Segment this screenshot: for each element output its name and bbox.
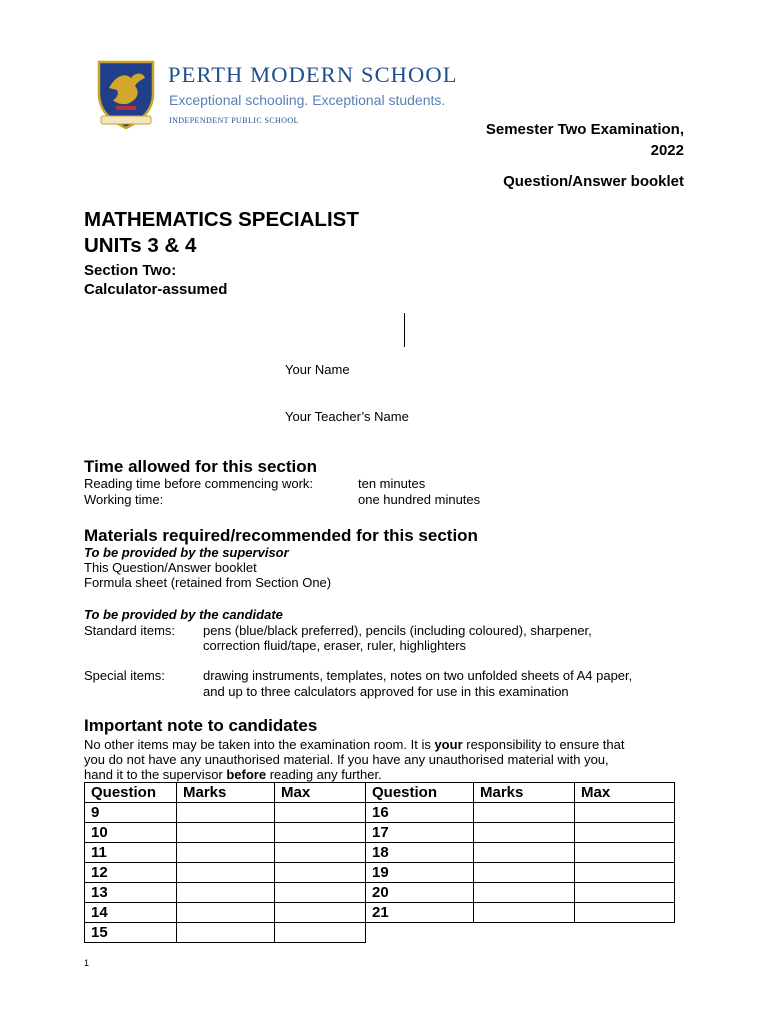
school-motto: Exceptional schooling. Exceptional students. <box>169 92 446 108</box>
standard-items-text: pens (blue/black preferred), pencils (including coloured), sharpener, <box>203 623 592 638</box>
marks-cell[interactable] <box>177 823 275 843</box>
note-heading: Important note to candidates <box>84 716 318 735</box>
working-time-value: one hundred minutes <box>358 492 481 507</box>
section-title-line1: Section Two: <box>84 262 177 279</box>
note-emphasis: your <box>434 737 463 752</box>
column-header: Question <box>366 783 474 803</box>
question-number: 13 <box>85 883 177 903</box>
supervisor-item: Formula sheet (retained from Section One) <box>84 575 332 590</box>
question-number: 16 <box>366 803 474 823</box>
note-emphasis: before <box>226 767 267 782</box>
supervisor-heading: To be provided by the supervisor <box>84 545 289 560</box>
supervisor-item: This Question/Answer booklet <box>84 560 257 575</box>
marks-cell[interactable] <box>474 883 575 903</box>
marks-cell[interactable] <box>474 823 575 843</box>
special-items-text: drawing instruments, templates, notes on two unfolded sheets of A4 paper, <box>203 668 633 683</box>
marks-cell[interactable] <box>177 923 275 943</box>
subject-title-line1: MATHEMATICS SPECIALIST <box>84 208 359 231</box>
max-cell <box>575 803 675 823</box>
max-cell <box>275 843 366 863</box>
max-cell <box>575 883 675 903</box>
special-items-label: Special items: <box>84 668 165 683</box>
note-text: reading any further. <box>266 767 382 782</box>
column-header: Max <box>275 783 366 803</box>
max-cell <box>575 903 675 923</box>
materials-heading: Materials required/recommended for this section <box>84 526 478 545</box>
question-number: 20 <box>366 883 474 903</box>
teacher-name-label: Your Teacher’s Name <box>285 409 409 424</box>
exam-title <box>384 119 684 161</box>
subject-title <box>84 207 359 259</box>
max-cell <box>275 863 366 883</box>
candidate-heading: To be provided by the candidate <box>84 607 283 622</box>
column-header: Marks <box>474 783 575 803</box>
note-text: No other items may be taken into the examination room. It is <box>84 737 435 752</box>
standard-items-label: Standard items: <box>84 623 176 638</box>
question-number: 21 <box>366 903 474 923</box>
table-header-row <box>85 783 675 803</box>
table-row <box>85 823 675 843</box>
question-number: 19 <box>366 863 474 883</box>
column-header: Question <box>85 783 177 803</box>
subject-title-line2: UNITs 3 & 4 <box>84 234 197 257</box>
your-name-label: Your Name <box>285 362 350 377</box>
empty-cell <box>366 923 474 943</box>
max-cell <box>575 863 675 883</box>
max-cell <box>575 843 675 863</box>
school-name: PERTH MODERN SCHOOL <box>168 62 458 87</box>
question-number: 9 <box>85 803 177 823</box>
working-time-label: Working time: <box>84 492 164 507</box>
page-number: 1 <box>84 958 90 968</box>
section-title-line2: Calculator-assumed <box>84 281 228 298</box>
marks-cell[interactable] <box>177 843 275 863</box>
table-row <box>85 923 675 943</box>
marks-cell[interactable] <box>177 863 275 883</box>
question-number: 12 <box>85 863 177 883</box>
marks-table <box>84 782 675 943</box>
max-cell <box>275 883 366 903</box>
marks-cell[interactable] <box>177 883 275 903</box>
table-row <box>85 903 675 923</box>
table-row <box>85 803 675 823</box>
note-line-2: you do not have any unauthorised material. If you have any unauthorised material with you, <box>84 752 609 767</box>
note-text: hand it to the supervisor <box>84 767 227 782</box>
column-header: Max <box>575 783 675 803</box>
question-number: 17 <box>366 823 474 843</box>
reading-time-label: Reading time before commencing work: <box>84 476 314 491</box>
marks-cell[interactable] <box>474 863 575 883</box>
section-title <box>84 261 227 299</box>
standard-items-text: correction fluid/tape, eraser, ruler, highlighters <box>203 638 467 653</box>
special-items-text: and up to three calculators approved for use in this examination <box>203 684 569 699</box>
question-number: 10 <box>85 823 177 843</box>
table-row <box>85 883 675 903</box>
note-line-3 <box>84 767 382 782</box>
marks-cell[interactable] <box>177 903 275 923</box>
exam-title-line2: 2022 <box>650 142 684 159</box>
booklet-label: Question/Answer booklet <box>503 173 684 190</box>
max-cell <box>275 903 366 923</box>
marks-cell[interactable] <box>474 903 575 923</box>
marks-cell[interactable] <box>474 803 575 823</box>
empty-cell <box>575 923 675 943</box>
text-cursor <box>404 313 405 347</box>
note-text: responsibility to ensure that <box>462 737 625 752</box>
max-cell <box>275 803 366 823</box>
note-line-1 <box>84 737 625 752</box>
exam-title-line1: Semester Two Examination, <box>485 121 684 138</box>
empty-cell <box>474 923 575 943</box>
marks-cell[interactable] <box>177 803 275 823</box>
question-number: 15 <box>85 923 177 943</box>
max-cell <box>275 923 366 943</box>
question-number: 14 <box>85 903 177 923</box>
max-cell <box>575 823 675 843</box>
time-heading: Time allowed for this section <box>84 457 318 476</box>
table-row <box>85 863 675 883</box>
column-header: Marks <box>177 783 275 803</box>
marks-cell[interactable] <box>474 843 575 863</box>
max-cell <box>275 823 366 843</box>
school-subtitle: INDEPENDENT PUBLIC SCHOOL <box>169 116 299 125</box>
school-crest-logo <box>95 58 157 130</box>
table-row <box>85 843 675 863</box>
question-number: 11 <box>85 843 177 863</box>
question-number: 18 <box>366 843 474 863</box>
reading-time-value: ten minutes <box>358 476 426 491</box>
